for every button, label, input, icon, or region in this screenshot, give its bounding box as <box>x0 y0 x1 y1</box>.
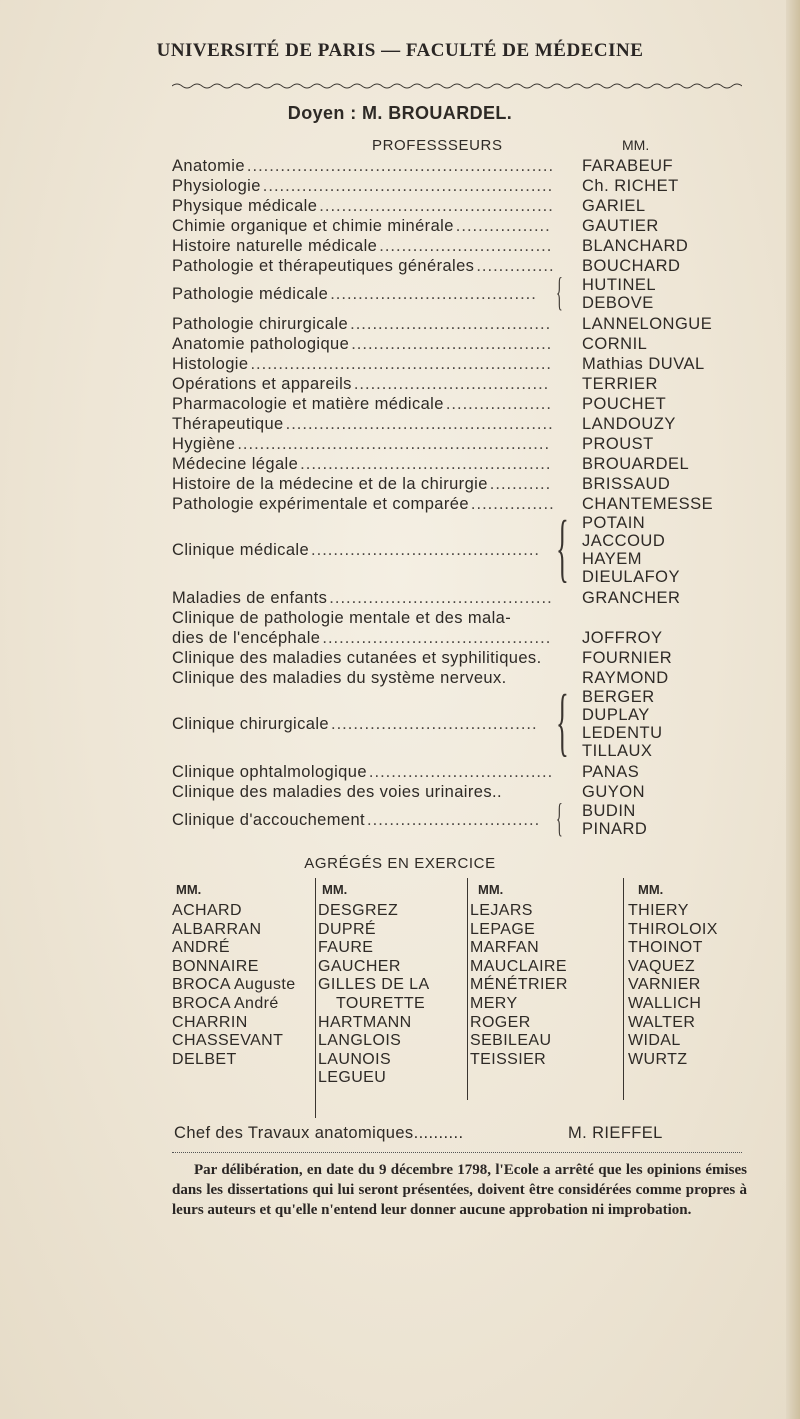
subject-label: Pathologie médicale <box>172 285 329 303</box>
leader-dots: ............................... <box>367 811 541 829</box>
chef-name: M. RIEFFEL <box>568 1124 663 1142</box>
brace-glyph: { <box>556 269 563 314</box>
subject-label: Clinique d'accouchement <box>172 811 366 829</box>
subject-label: Chimie organique et chimie minérale <box>172 217 454 235</box>
professeur-row <box>172 354 772 374</box>
professeur-row <box>172 494 772 514</box>
agrege-name: WIDAL <box>628 1032 681 1050</box>
subject-label-cont: dies de l'encéphale <box>172 629 321 647</box>
agrege-name: VARNIER <box>628 976 701 994</box>
professeur-row <box>172 314 772 334</box>
professeur-row <box>172 156 772 176</box>
professeur-row <box>172 334 772 354</box>
professeur-row <box>172 474 772 494</box>
professeur-name: HAYEM <box>582 550 642 568</box>
agrege-name: CHASSEVANT <box>172 1032 284 1050</box>
professeur-row <box>172 196 772 216</box>
leader-dots: ............................... <box>379 237 553 255</box>
professeur-name: GRANCHER <box>582 589 681 607</box>
agrege-name: MÉNÉTRIER <box>470 976 568 994</box>
agreges-heading: AGRÉGÉS EN EXERCICE <box>304 855 496 872</box>
subject-label: Clinique des maladies du système nerveux. <box>172 669 507 687</box>
agreges-column <box>172 902 296 1069</box>
subject-label: Thérapeutique <box>172 415 284 433</box>
professeur-row <box>172 588 772 608</box>
subject-label: Physiologie <box>172 177 261 195</box>
leader-dots: ........................................................ <box>237 435 551 453</box>
column-divider <box>315 878 316 1118</box>
agrege-name: FAURE <box>318 939 374 957</box>
agrege-name: MARFAN <box>470 939 540 957</box>
deliberation-paragraph <box>172 1160 747 1220</box>
leader-dots: ..................................... <box>330 285 537 303</box>
deliberation-text: Par délibération, en date du 9 décembre 1798, l'Ecole a arrêté que les opinions émises dans les dissertations qui lui seront présentées, doivent être considérées comme propres à leurs auteurs et qu'elle n'entend leur donner aucune approbation ni improbation. <box>172 1162 747 1218</box>
leader-dots: ............................................. <box>300 455 552 473</box>
doyen-line: Doyen : M. BROUARDEL. <box>287 103 513 123</box>
leader-dots: ........... <box>489 475 552 493</box>
professeur-name: TILLAUX <box>582 742 653 760</box>
agrege-name: TEISSIER <box>470 1050 547 1068</box>
subject-label: Histologie <box>172 355 249 373</box>
subject-label: Clinique chirurgicale <box>172 715 329 733</box>
professeur-name: PANAS <box>582 763 640 781</box>
agrege-name: DUPRÉ <box>318 920 377 938</box>
brace-glyph: { <box>556 795 563 840</box>
agrege-name: GAUCHER <box>318 957 401 975</box>
dotted-divider <box>172 1152 742 1153</box>
agreges-column <box>318 902 430 1088</box>
professeur-names-group <box>582 514 680 586</box>
agreges-col-head: MM. <box>638 882 664 897</box>
leader-dots: .......................................... <box>319 197 554 215</box>
agrege-name: DELBET <box>172 1050 237 1068</box>
professeur-name: BOUCHARD <box>582 257 681 275</box>
agreges-column <box>470 902 568 1069</box>
professeur-name: CHANTEMESSE <box>582 495 714 513</box>
agrege-name: BROCA Auguste <box>172 976 296 994</box>
professeur-name: Ch. RICHET <box>582 177 679 195</box>
leader-dots: ................................... <box>353 375 550 393</box>
subject-label: Anatomie pathologique <box>172 335 350 353</box>
professeur-name: BROUARDEL <box>582 455 690 473</box>
leader-dots: ................................................ <box>285 415 554 433</box>
professeur-name: BUDIN <box>582 802 636 820</box>
professeur-row <box>172 810 772 830</box>
professeur-names-group <box>582 688 663 760</box>
page-edge <box>786 0 800 1419</box>
subject-label: Histoire de la médecine et de la chirurgie <box>172 475 488 493</box>
brace-glyph: { <box>556 506 569 590</box>
professeur-name: DIEULAFOY <box>582 568 681 586</box>
mm-heading: MM. <box>622 137 650 153</box>
professeur-name: POTAIN <box>582 514 646 532</box>
agrege-name: ANDRÉ <box>172 939 231 957</box>
agrege-name: BONNAIRE <box>172 957 259 975</box>
professeur-name: JOFFROY <box>582 629 663 647</box>
agrege-name: ROGER <box>470 1013 531 1031</box>
leader-dots: .................................... <box>350 315 552 333</box>
professeur-row <box>172 176 772 196</box>
leader-dots: ........................................ <box>329 589 553 607</box>
professeur-row <box>172 236 772 256</box>
professeur-name: FOURNIER <box>582 649 673 667</box>
subject-label: Opérations et appareils <box>172 375 352 393</box>
agrege-name: MERY <box>470 994 518 1012</box>
leader-dots: ...................................................... <box>250 355 553 373</box>
subject-label: Histoire naturelle médicale <box>172 237 378 255</box>
professeur-name: BLANCHARD <box>582 237 689 255</box>
agrege-name: MAUCLAIRE <box>470 957 567 975</box>
subject-label: Pharmacologie et matière médicale <box>172 395 444 413</box>
subject-label: Clinique médicale <box>172 541 310 559</box>
subject-label: Pathologie et thérapeutiques générales <box>172 257 475 275</box>
professeur-name: JACCOUD <box>582 532 666 550</box>
agrege-name: LEJARS <box>470 902 533 919</box>
column-divider <box>467 878 468 1100</box>
professeur-row <box>172 782 772 802</box>
leader-dots: ....................................................... <box>246 157 555 175</box>
professeur-name: HUTINEL <box>582 276 657 294</box>
subject-label: Médecine légale <box>172 455 299 473</box>
agrege-name: THIERY <box>628 902 689 919</box>
agrege-name: LEPAGE <box>470 920 536 938</box>
leader-dots: ................................. <box>368 763 554 781</box>
wavy-rule <box>172 82 742 90</box>
professeur-name: Mathias DUVAL <box>582 355 705 373</box>
leader-dots: ............... <box>470 495 555 513</box>
chef-label: Chef des Travaux anatomiques <box>174 1124 414 1142</box>
leader-dots: ..................................... <box>330 715 538 733</box>
page-title: UNIVERSITÉ DE PARIS — FACULTÉ DE MÉDECINE <box>156 40 644 61</box>
professeur-name: PROUST <box>582 435 654 453</box>
agrege-name: ACHARD <box>172 902 242 919</box>
professeur-row <box>172 454 772 474</box>
professeur-row <box>172 414 772 434</box>
professeur-name: RAYMOND <box>582 669 669 687</box>
professeur-name: GAUTIER <box>582 217 659 235</box>
chef-travaux <box>174 1124 663 1143</box>
agrege-name: WALTER <box>628 1013 696 1031</box>
professeur-row <box>172 648 772 668</box>
agrege-name: LAUNOIS <box>318 1050 392 1068</box>
agrege-name: TOURETTE <box>336 994 426 1012</box>
professeur-name: DUPLAY <box>582 706 650 724</box>
professeur-name: PINARD <box>582 820 648 838</box>
agrege-name: THIROLOIX <box>628 920 718 938</box>
professeur-name: TERRIER <box>582 375 658 393</box>
agrege-name: LANGLOIS <box>318 1032 402 1050</box>
subject-label: Clinique des maladies cutanées et syphilitiques. <box>172 649 542 667</box>
subject-label: Anatomie <box>172 157 245 175</box>
professeur-name: BRISSAUD <box>582 475 671 493</box>
agrege-name: ALBARRAN <box>172 920 262 938</box>
subject-label: Maladies de enfants <box>172 589 328 607</box>
agreges-column <box>628 902 718 1069</box>
professeur-row <box>172 540 772 560</box>
professeur-row <box>172 284 772 304</box>
agrege-name: VAQUEZ <box>628 957 696 975</box>
professeur-name: GARIEL <box>582 197 646 215</box>
subject-label: Pathologie expérimentale et comparée <box>172 495 469 513</box>
professeur-name: DEBOVE <box>582 294 654 312</box>
agrege-name: WURTZ <box>628 1050 688 1068</box>
leader-dots: .................................... <box>351 335 553 353</box>
professeur-row <box>172 394 772 414</box>
professeur-name: BERGER <box>582 688 655 706</box>
professeur-row <box>172 714 772 734</box>
professeur-name: CORNIL <box>582 335 648 353</box>
agrege-name: BROCA André <box>172 994 279 1012</box>
leader-dots: .................................................... <box>262 177 554 195</box>
leader-dots: ......................................... <box>322 629 552 647</box>
leader-dots: ................... <box>445 395 552 413</box>
subject-label: Hygiène <box>172 435 236 453</box>
professeur-row <box>172 668 772 688</box>
professeur-name: LANDOUZY <box>582 415 676 433</box>
subject-label: Clinique de pathologie mentale et des mala- <box>172 609 512 627</box>
agreges-col-head: MM. <box>176 882 202 897</box>
agrege-name: THOINOT <box>628 939 703 957</box>
professeur-name: FARABEUF <box>582 157 674 175</box>
professeur-row <box>172 608 772 647</box>
professeurs-heading: PROFESSSEURS <box>372 137 503 154</box>
professeur-names-group <box>582 276 656 312</box>
professeur-name: LEDENTU <box>582 724 663 742</box>
professeur-names-group <box>582 802 647 838</box>
professeur-name: POUCHET <box>582 395 667 413</box>
professeur-row <box>172 374 772 394</box>
agrege-name: SEBILEAU <box>470 1032 552 1050</box>
agreges-col-head: MM. <box>478 882 504 897</box>
agrege-name: LEGUEU <box>318 1069 387 1087</box>
subject-label: Pathologie chirurgicale <box>172 315 349 333</box>
agrege-name: HARTMANN <box>318 1013 412 1031</box>
chef-dots: .......... <box>413 1124 464 1142</box>
subject-label: Physique médicale <box>172 197 318 215</box>
professeur-row <box>172 762 772 782</box>
agrege-name: WALLICH <box>628 994 702 1012</box>
leader-dots: ......................................... <box>311 541 541 559</box>
agrege-name: DESGREZ <box>318 902 399 919</box>
professeur-row <box>172 434 772 454</box>
subject-label: Clinique des maladies des voies urinaires.. <box>172 783 502 801</box>
leader-dots: .............. <box>476 257 555 275</box>
column-divider <box>623 878 624 1100</box>
agreges-col-head: MM. <box>322 882 348 897</box>
agrege-name: GILLES DE LA <box>318 976 430 994</box>
brace-glyph: { <box>556 680 569 764</box>
leader-dots: ................. <box>455 217 551 235</box>
professeur-name: GUYON <box>582 783 646 801</box>
subject-label: Clinique ophtalmologique <box>172 763 367 781</box>
agrege-name: CHARRIN <box>172 1013 248 1031</box>
professeur-row <box>172 216 772 236</box>
professeur-name: LANNELONGUE <box>582 315 713 333</box>
professeur-row <box>172 256 772 276</box>
